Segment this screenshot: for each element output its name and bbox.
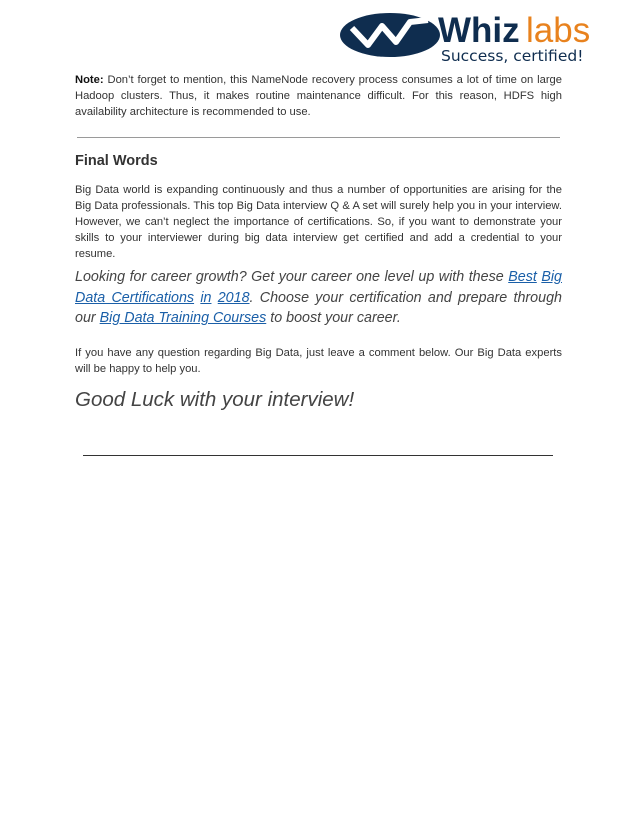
year-link[interactable]: 2018 (217, 289, 250, 306)
logo-tagline: Success, certified! (441, 47, 584, 65)
closing-line: Good Luck with your interview! (75, 387, 355, 411)
section-divider (77, 137, 560, 138)
data-certifications-link[interactable]: Data Certifications (75, 289, 195, 306)
best-link[interactable]: Best (508, 269, 537, 285)
logo-whiz-text: Whiz (438, 11, 520, 50)
final-words-heading: Final Words (75, 153, 158, 169)
cta-paragraph (75, 267, 562, 329)
cta-intro: Looking for career growth? Get your career one level up with these (75, 269, 509, 285)
note-label: Note: (75, 74, 104, 86)
big-link[interactable]: Big (541, 269, 562, 285)
in-link[interactable]: in (200, 289, 212, 306)
final-words-paragraph: Big Data world is expanding continuously and thus a number of opportunities are arising for the Big Data professionals. This top Big Data interview Q & A set will surely help you in your interview. However, we can’t neglect the importance of certifications. So, if you want to demonstrate your skills to your interviewer during big data interview get certified and add a credential to your resume. (75, 184, 562, 260)
page-content (75, 72, 562, 412)
question-paragraph: If you have any question regarding Big Data, just leave a comment below. Our Big Data experts will be happy to help you. (75, 346, 562, 375)
cta-outro: to boost your career. (266, 310, 401, 327)
whizlabs-logo-graphic (338, 8, 626, 66)
footer-divider (83, 455, 553, 456)
cta-middle: . Choose your certification and prepare through our (75, 289, 562, 327)
logo-labs-text: labs (526, 11, 591, 50)
training-courses-link[interactable]: Big Data Training Courses (99, 310, 267, 327)
whizlabs-logo (338, 8, 626, 66)
note-text: Don’t forget to mention, this NameNode recovery process consumes a lot of time on large Hadoop clusters. Thus, it makes routine maintenance difficult. For this reason, HDFS high availability architecture is recommended to use. (75, 74, 562, 118)
note-paragraph (75, 72, 562, 120)
